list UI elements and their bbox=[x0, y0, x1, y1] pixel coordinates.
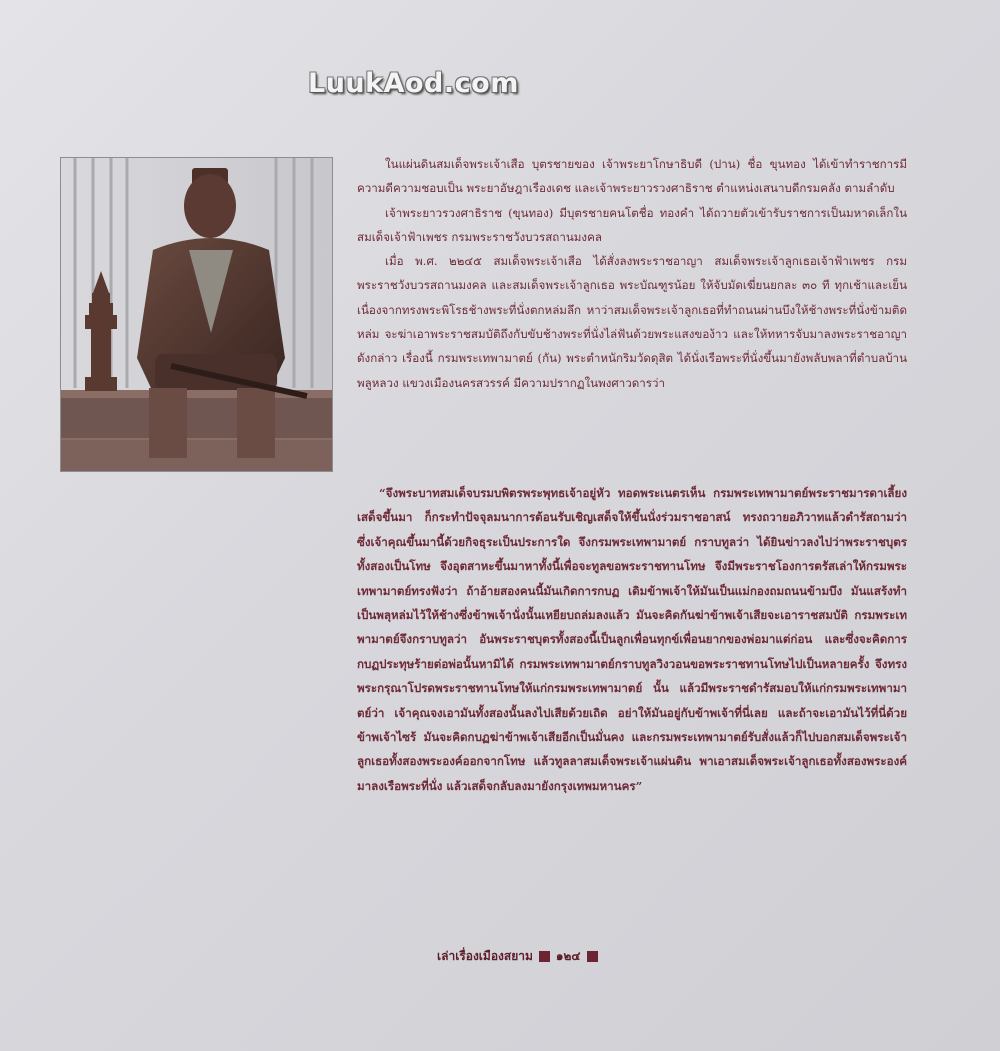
chronicle-quote bbox=[357, 481, 907, 798]
square-ornament-icon bbox=[587, 951, 598, 962]
paragraph-1: ในแผ่นดินสมเด็จพระเจ้าเสือ บุตรชายของ เจ้าพระยาโกษาธิบดี (ปาน) ชื่อ ขุนทอง ได้เข้าทำราชการมีความดีความชอบเป็น พระยาอัษฎาเรืองเดช และเจ้าพระยาวรวงศาธิราช ตำแหน่งเสนาบดีกรมคลัง ตามลำดับ bbox=[357, 157, 907, 196]
statue-photo bbox=[60, 157, 333, 472]
paragraph-2: เจ้าพระยาวรวงศาธิราช (ขุนทอง) มีบุตรชายคนโตชื่อ ทองคำ ได้ถวายตัวเข้ารับราชการเป็นมหาดเล็กใน สมเด็จเจ้าฟ้าเพชร กรมพระราชวังบวรสถานมงคล bbox=[357, 205, 907, 244]
page-footer bbox=[437, 947, 598, 966]
body-text bbox=[357, 152, 907, 395]
paragraph-3: เมื่อ พ.ศ. ๒๒๔๕ สมเด็จพระเจ้าเสือ ได้สั่งลงพระราชอาญา สมเด็จพระเจ้าลูกเธอเจ้าฟ้าเพชร กรมพระราชวังบวรสถานมงคล และสมเด็จพระเจ้าลูกเธอ พระบัณฑูรน้อย ให้จับมัดเฆี่ยนยกละ ๓๐ ที ทุกเช้าและเย็น เนื่องจากทรงพระพิโรธช้างพระที่นั่งตกหล่มลึก หาว่าสมเด็จพระเจ้าลูกเธอที่ทำถนนผ่านบึงให้ช้างพระที่นั่งข้ามติดหล่ม จะฆ่าเอาพระราชสมบัติถึงกับขับช้างพระที่นั่งไล่ฟันด้วยพระแสงของ้าว และให้ทหารจับมาลงพระราชอาญาดังกล่าว เรื่องนี้ กรมพระเทพามาตย์ (กัน) พระตำหนักริมวัดดุสิต ได้นั่งเรือพระที่นั่งขึ้นมายังพลับพลาที่ตำบลบ้านพลูหลวง แขวงเมืองนครสวรรค์ มีความปรากฏในพงศาวดารว่า bbox=[357, 254, 907, 390]
quote-text: “จึงพระบาทสมเด็จบรมบพิตรพระพุทธเจ้าอยู่หัว ทอดพระเนตรเห็น กรมพระเทพามาตย์พระราชมารดาเลี้ยงเสด็จขึ้นมา ก็กระทำปัจจุลมนาการต้อนรับเชิญเสด็จให้ขึ้นนั่งร่วมราชอาสน์ ทรงถวายอภิวาทแล้วดำรัสถามว่า ซึ่งเจ้าคุณขึ้นมานี้ด้วยกิจธุระเป็นประการใด จึงกรมพระเทพามาตย์ กราบทูลว่า ได้ยินข่าวลงไปว่าพระราชบุตรทั้งสองเป็นโทษ จึงอุตสาหะขึ้นมาหาทั้งนี้เพื่อจะทูลขอพระราชทานโทษ จึงมีพระราชโองการตรัสเล่าให้กรมพระเทพามาตย์ทรงฟังว่า ถ้าอ้ายสองคนนี้มันเกิดการกบฏ เดิมข้าพเจ้าให้มันเป็นแม่กองถมถนนข้ามบึง มันแสร้งทำเป็นพลุหล่มไว้ให้ช้างซึ่งข้าพเจ้านั่งนั้นเหยียบถล่มลงแล้ว มันจะคิดกันฆ่าข้าพเจ้าเสียจะเอาราชสมบัติ กรมพระเทพามาตย์จึงกราบทูลว่า อันพระราชบุตรทั้งสองนี้เป็นลูกเพื่อนทุกข์เพื่อนยากของพ่อมาแต่ก่อน และซึ่งจะคิดการกบฏประทุษร้ายต่อพ่อนั้นหามิได้ กรมพระเทพามาตย์กราบทูลวิงวอนขอพระราชทานโทษไปเป็นหลายครั้ง จึงทรงพระกรุณาโปรดพระราชทานโทษให้แก่กรมพระเทพามาตย์ นั้น แล้วมีพระราชดำรัสมอบให้แก่กรมพระเทพามาตย์ว่า เจ้าคุณจงเอามันทั้งสองนั้นลงไปเสียด้วยเถิด อย่าให้มันอยู่กับข้าพเจ้าที่นี่เลย และถ้าจะเอามันไว้ที่นี่ด้วยข้าพเจ้าไซร้ มันจะคิดกบฏฆ่าข้าพเจ้าเสียอีกเป็นมั่นคง และกรมพระเทพามาตย์รับสั่งแล้วก็ไปบอกสมเด็จพระเจ้าลูกเธอทั้งสองพระองค์ออกจากโทษ แล้วทูลลาสมเด็จพระเจ้าแผ่นดิน พาเอาสมเด็จพระเจ้าลูกเธอทั้งสองพระองค์มาลงเรือพระที่นั่ง แล้วเสด็จกลับลงมายังกรุงเทพมหานคร” bbox=[357, 486, 907, 793]
book-title: เล่าเรื่องเมืองสยาม bbox=[437, 949, 533, 963]
watermark: LuukAod.com bbox=[308, 68, 519, 99]
square-ornament-icon bbox=[539, 951, 550, 962]
page-number: ๑๒๔ bbox=[555, 949, 581, 963]
